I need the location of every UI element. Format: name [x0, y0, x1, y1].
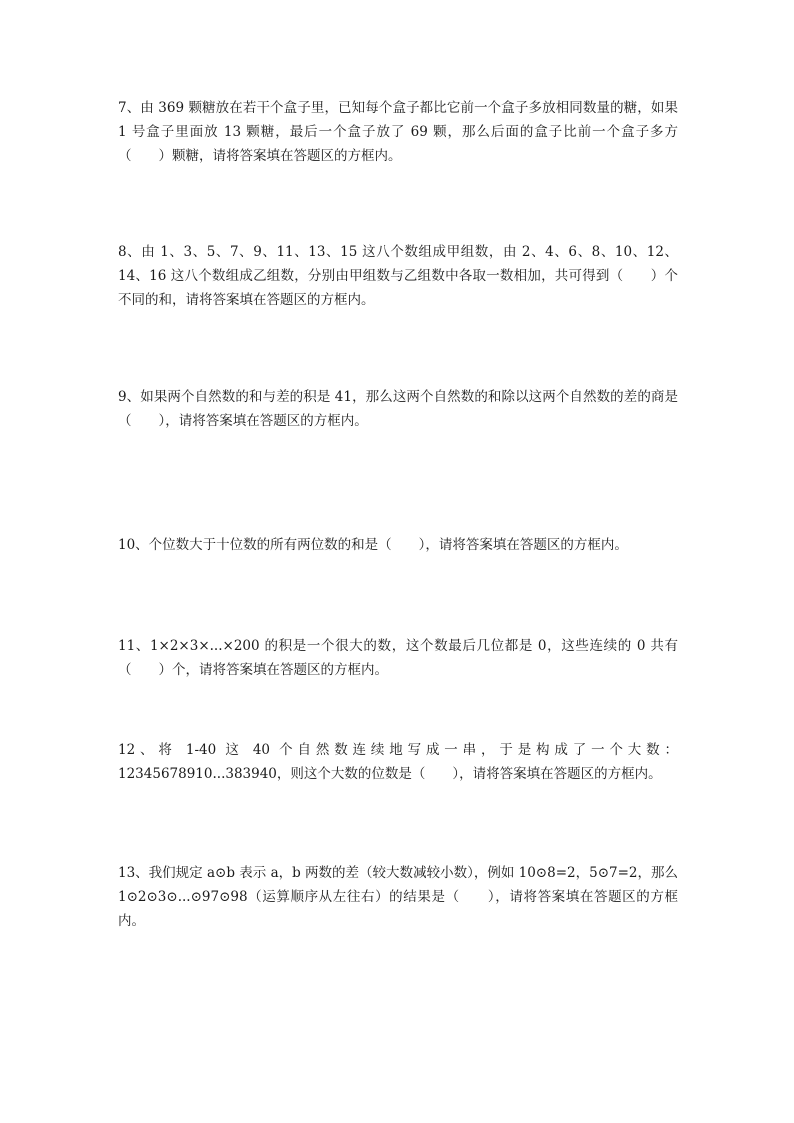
question-7: 7、由 369 颗糖放在若干个盒子里，已知每个盒子都比它前一个盒子多放相同数量的糖，如果 1 号盒子里面放 13 颗糖，最后一个盒子放了 69 颗，那么后面的盒子比前一个盒子多方（ ）颗糖，请将答案填在答题区的方框内。: [118, 100, 678, 164]
question-9: 9、如果两个自然数的和与差的积是 41，那么这两个自然数的和除以这两个自然数的差的商是（ ），请将答案填在答题区的方框内。: [118, 389, 678, 429]
question-11: 11、1×2×3×...×200 的积是一个很大的数，这个数最后几位都是 0，这些连续的 0 共有（ ）个，请将答案填在答题区的方框内。: [118, 638, 678, 678]
question-13: 13、我们规定 a⊙b 表示 a，b 两数的差（较大数减较小数），例如 10⊙8=2，5⊙7=2，那么 1⊙2⊙3⊙...⊙97⊙98（运算顺序从左往右）的结果是（ ），请将答案填在答题区的方框内。: [118, 865, 678, 929]
question-12: 12、将 1-40 这 40 个自然数连续地写成一串，于是构成了一个大数：12345678910...383940，则这个大数的位数是（ ），请将答案填在答题区的方框内。: [118, 742, 678, 782]
question-10: 10、个位数大于十位数的所有两位数的和是（ ），请将答案填在答题区的方框内。: [118, 537, 628, 553]
question-8: 8、由 1、3、5、7、9、11、13、15 这八个数组成甲组数，由 2、4、6、8、10、12、14、16 这八个数组成乙组数，分别由甲组数与乙组数中各取一数相加，共可得到（ ）个不同的和，请将答案填在答题区的方框内。: [118, 244, 678, 308]
